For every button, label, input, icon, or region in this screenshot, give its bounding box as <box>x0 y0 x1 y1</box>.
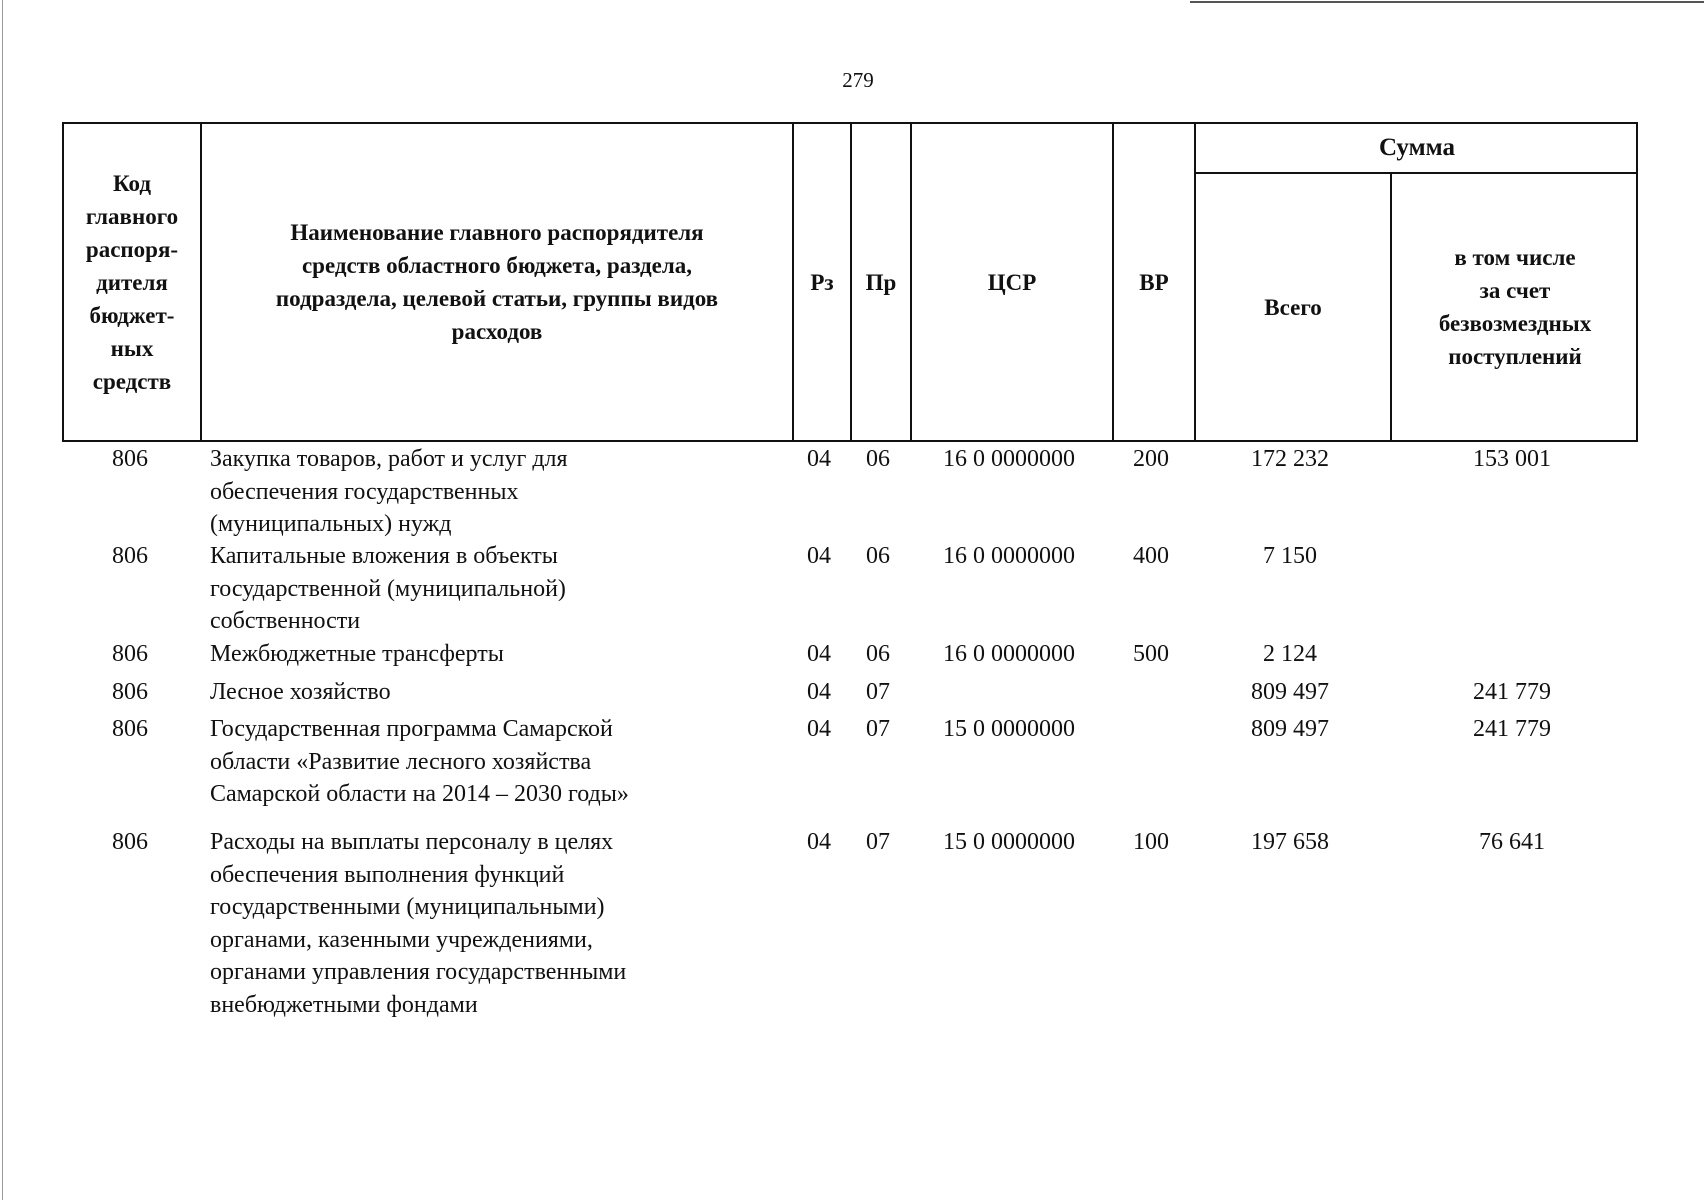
table-row <box>62 442 1638 539</box>
cell-csr: 16 0 0000000 <box>943 543 1075 569</box>
header-code-line: бюджет- <box>89 302 175 328</box>
header-pr: Пр <box>850 124 910 440</box>
cell-name <box>198 675 790 709</box>
cell-csr: 15 0 0000000 <box>943 829 1075 855</box>
cell-code: 806 <box>112 446 148 472</box>
page-number: 279 <box>842 68 874 92</box>
cell-total: 2 124 <box>1263 641 1317 667</box>
cell-pr: 06 <box>866 446 890 472</box>
cell-name-line: Государственная программа Самарской <box>210 716 613 742</box>
table-row <box>62 712 1638 825</box>
cell-rz: 04 <box>807 543 831 569</box>
table-body <box>62 442 1638 1025</box>
cell-rz: 04 <box>807 446 831 472</box>
cell-name-line: Расходы на выплаты персоналу в целях <box>210 829 614 855</box>
cell-code: 806 <box>112 641 148 667</box>
cell-pr: 07 <box>866 679 890 705</box>
cell-name-line: внебюджетными фондами <box>210 991 478 1018</box>
table-row <box>62 637 1638 675</box>
cell-free <box>1388 637 1636 638</box>
cell-pr: 07 <box>866 829 890 855</box>
cell-name-line: обеспечения выполнения функций <box>210 861 565 888</box>
cell-name-line: обеспечения государственных <box>210 478 519 505</box>
header-free-line: безвозмездных <box>1438 311 1592 336</box>
table-row <box>62 675 1638 712</box>
header-free-line: в том числе <box>1454 245 1576 270</box>
header-name-line: Наименование главного распорядителя <box>290 220 704 245</box>
cell-total: 172 232 <box>1251 446 1329 472</box>
cell-name <box>198 442 790 541</box>
header-code-line: ных <box>110 335 154 361</box>
cell-name <box>198 825 790 1021</box>
cell-free: 241 779 <box>1473 679 1551 705</box>
cell-rz: 04 <box>807 716 831 742</box>
cell-csr: 16 0 0000000 <box>943 641 1075 667</box>
cell-code: 806 <box>112 543 148 569</box>
cell-code: 806 <box>112 716 148 742</box>
cell-code: 806 <box>112 829 148 855</box>
cell-name-line: Самарской области на 2014 – 2030 годы» <box>210 781 629 807</box>
header-free <box>1390 174 1638 440</box>
cell-free <box>1388 539 1636 540</box>
cell-csr: 15 0 0000000 <box>943 716 1075 742</box>
cell-rz: 04 <box>807 679 831 705</box>
scan-edge-top <box>1190 1 1704 3</box>
cell-rz: 04 <box>807 641 831 667</box>
cell-name <box>198 712 790 811</box>
cell-total: 7 150 <box>1263 543 1317 569</box>
cell-vr: 500 <box>1133 641 1169 667</box>
cell-name-line: органами управления государственными <box>210 959 627 985</box>
cell-name-line: Межбюджетные трансферты <box>210 641 504 667</box>
cell-name <box>198 637 790 671</box>
header-rz: Рз <box>792 124 850 440</box>
cell-total: 809 497 <box>1251 679 1329 705</box>
header-name-line: расходов <box>451 319 543 344</box>
header-sum: Сумма <box>1194 124 1638 174</box>
cell-vr <box>1110 712 1192 713</box>
cell-vr: 400 <box>1133 543 1169 569</box>
cell-name <box>198 539 790 638</box>
header-code <box>64 124 200 440</box>
cell-name-line: государственными (муниципальными) <box>210 894 605 920</box>
header-name-line: средств областного бюджета, раздела, <box>301 253 693 278</box>
cell-total: 809 497 <box>1251 716 1329 742</box>
header-free-line: поступлений <box>1448 344 1582 369</box>
cell-name-line: (муниципальных) нужд <box>210 511 452 537</box>
header-code-line: распоря- <box>85 236 179 262</box>
cell-name-line: Лесное хозяйство <box>210 679 391 705</box>
header-free-line: за счет <box>1479 278 1551 303</box>
cell-name-line: собственности <box>210 608 361 634</box>
cell-name-line: Закупка товаров, работ и услуг для <box>210 446 568 472</box>
cell-pr: 07 <box>866 716 890 742</box>
header-name-line: подраздела, целевой статьи, группы видов <box>275 286 719 311</box>
cell-vr: 200 <box>1133 446 1169 472</box>
table-header <box>62 122 1638 442</box>
header-code-line: средств <box>92 368 172 394</box>
cell-free: 153 001 <box>1473 446 1551 472</box>
header-total: Всего <box>1194 174 1390 440</box>
cell-csr <box>908 675 1110 676</box>
cell-pr: 06 <box>866 543 890 569</box>
cell-pr: 06 <box>866 641 890 667</box>
header-name <box>200 124 792 440</box>
table-row <box>62 539 1638 637</box>
table-row <box>62 825 1638 1025</box>
cell-rz: 04 <box>807 829 831 855</box>
cell-name-line: государственной (муниципальной) <box>210 575 566 602</box>
cell-free: 241 779 <box>1473 716 1551 742</box>
cell-vr <box>1110 675 1192 676</box>
header-code-line: Код <box>112 170 151 196</box>
cell-total: 197 658 <box>1251 829 1329 855</box>
cell-code: 806 <box>112 679 148 705</box>
cell-name-line: Капитальные вложения в объекты <box>210 543 558 569</box>
cell-name-line: органами, казенными учреждениями, <box>210 926 593 953</box>
header-csr: ЦСР <box>910 124 1112 440</box>
cell-csr: 16 0 0000000 <box>943 446 1075 472</box>
header-code-line: дителя <box>96 269 168 295</box>
header-vr: ВР <box>1112 124 1194 440</box>
cell-free: 76 641 <box>1479 829 1545 855</box>
header-code-line: главного <box>85 203 179 229</box>
scan-edge-left <box>2 0 3 1200</box>
cell-name-line: области «Развитие лесного хозяйства <box>210 748 592 775</box>
cell-vr: 100 <box>1133 829 1169 855</box>
